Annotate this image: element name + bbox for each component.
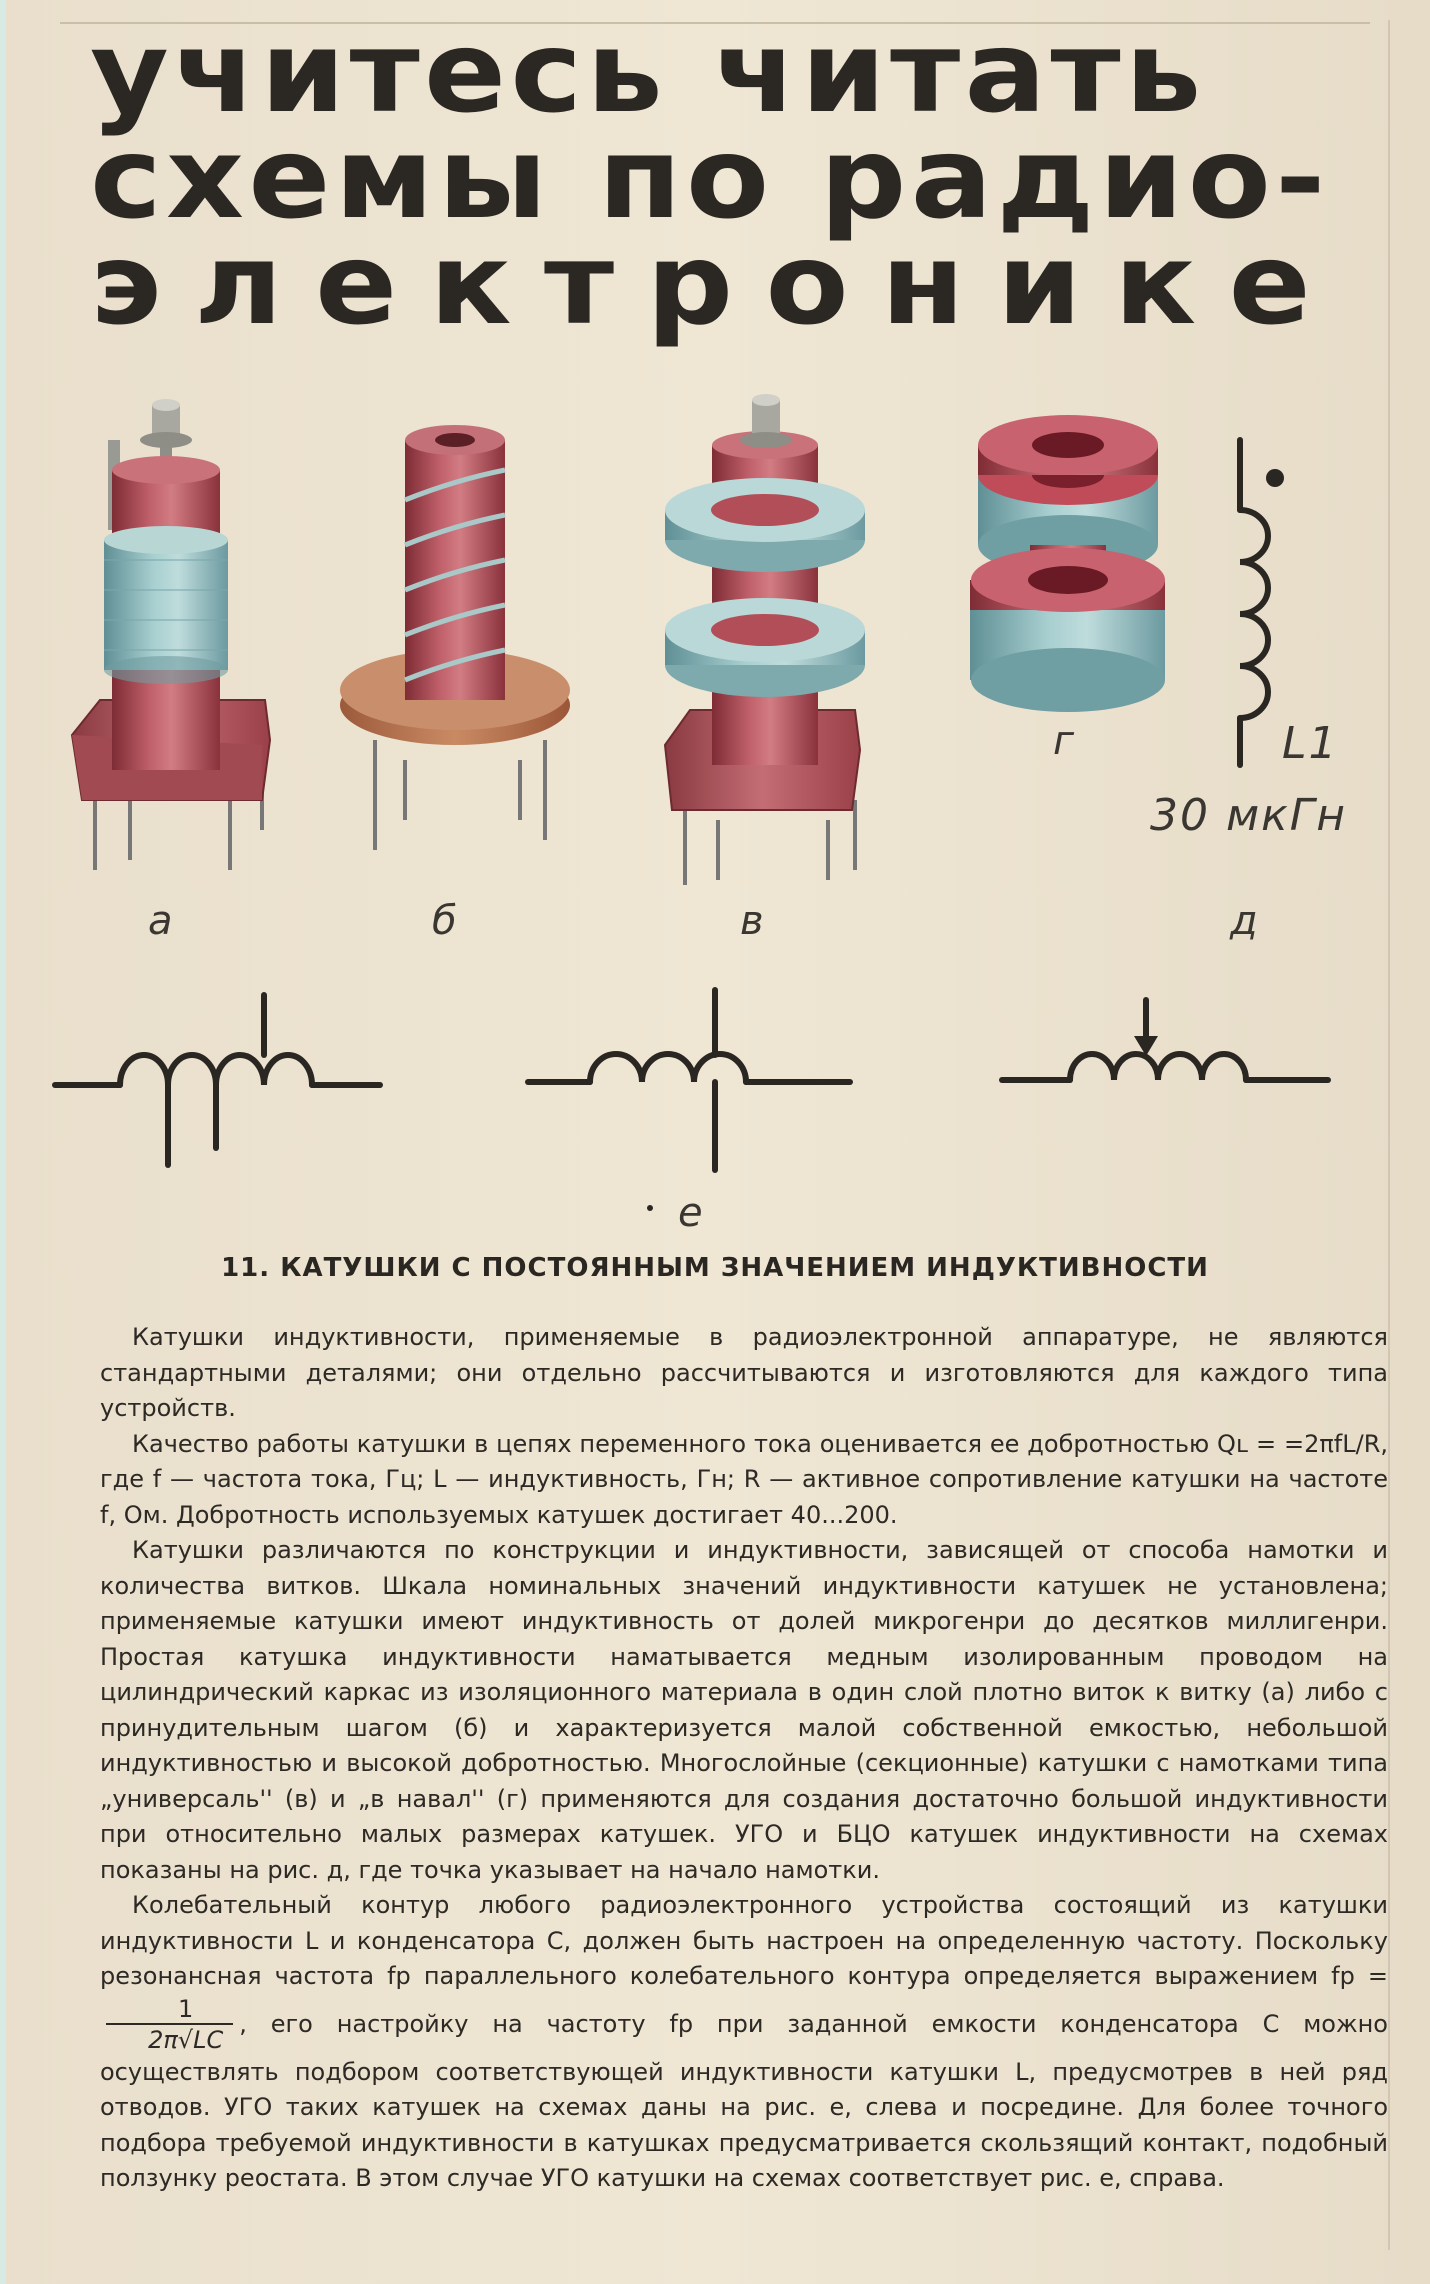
inductor-symbol-d xyxy=(1240,440,1268,765)
paragraph-1: Катушки индуктивности, применяемые в радиоэлектронной аппаратуре, не являются стандартными деталями; они отдельно рассчитываются и изготовляются для каждого типа устройств. xyxy=(100,1323,1388,1422)
coil-a-illustration xyxy=(72,399,270,870)
ink-dot xyxy=(647,1205,653,1211)
sliding-contact-inductor-symbol xyxy=(1002,1000,1328,1080)
article-body xyxy=(100,1320,1388,2197)
coil-v-illustration xyxy=(665,394,865,885)
resonance-formula xyxy=(106,1995,233,2055)
coil-inductance-value: 30 мкГн xyxy=(1150,790,1348,841)
paragraph-3: Катушки различаются по конструкции и индуктивности, зависящей от способа намотки и количества витков. Шкала номинальных значений индуктивности катушек не установлена; применяемые катушки имеют индуктивность от долей микрогенри до десятков миллигенри. Простая катушка индуктивности наматывается медным изолированным проводом на цилиндрический каркас из изоляционного материала в один слой плотно виток к витку (а) либо с принудительным шагом (б) и характеризуется малой собственной емкостью, небольшой индуктивностью и высокой добротностью. Многослойные (секционные) катушки с намотками типа „универсаль'' (в) и „в навал'' (г) применяются для создания достаточно большой индуктивности при относительно малых размерах катушек. УГО и БЦО катушек индуктивности на схемах показаны на рис. д, где точка указывает на начало намотки. xyxy=(100,1536,1388,1884)
tapped-inductor-symbol-middle xyxy=(528,990,850,1170)
label-e: е xyxy=(678,1190,703,1236)
tapped-inductor-symbol-left xyxy=(55,995,380,1165)
paragraph-4-start: Колебательный контур любого радиоэлектронного устройства состоящий из катушки индуктивности L и конденсатора C, должен быть настроен на определенную частоту. Поскольку резонансная частота fр параллельного колебательного контура определяется выражением fр = xyxy=(100,1891,1388,1990)
label-v: в xyxy=(740,898,764,944)
coil-designator: L1 xyxy=(1282,718,1339,769)
coil-g-illustration xyxy=(970,415,1165,712)
title-line-2: схемы по радио- xyxy=(90,114,1330,244)
title-line-1: учитесь читать xyxy=(90,8,1206,138)
formula-denominator: 2π√LC xyxy=(148,2025,224,2054)
paragraph-4-end: , его настройку на частоту fр при заданной емкости конденсатора C можно осуществлять подбором соответствующей индуктивности катушки L, предусмотрев в ней ряд отводов. УГО таких катушек на схемах даны на рис. е, слева и посредине. Для более точного подбора требуемой индуктивности в катушках предусматривается скользящий контакт, подобный ползунку реостата. В этом случае УГО катушки на схемах соответствует рис. е, справа. xyxy=(100,2009,1388,2192)
paragraph-4 xyxy=(100,1888,1388,2197)
label-b: б xyxy=(432,898,457,944)
winding-start-dot xyxy=(1266,469,1284,487)
coil-b-illustration xyxy=(340,425,570,850)
formula-numerator: 1 xyxy=(106,1995,233,2025)
label-g: г xyxy=(1053,718,1075,764)
title-line-3: электронике xyxy=(90,220,1344,350)
label-a: а xyxy=(148,898,173,944)
section-heading: 11. КАТУШКИ С ПОСТОЯННЫМ ЗНАЧЕНИЕМ ИНДУКТИВНОСТИ xyxy=(221,1253,1209,1283)
label-d: д xyxy=(1230,898,1258,944)
paragraph-2: Качество работы катушки в цепях переменного тока оценивается ее добротностью Qʟ = =2πfL/R, где f — частота тока, Гц; L — индуктивность, Гн; R — активное сопротивление катушки на частоте f, Ом. Добротность используемых катушек достигает 40...200. xyxy=(100,1429,1388,1529)
